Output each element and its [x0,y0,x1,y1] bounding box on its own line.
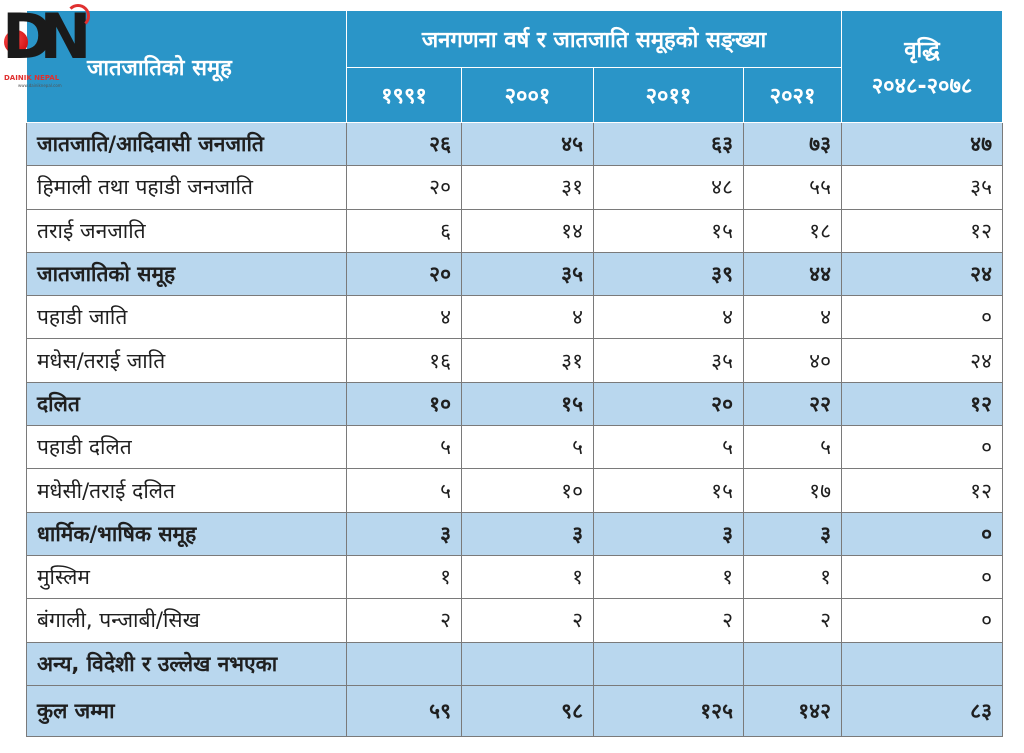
year-value-cell: ३ [347,512,462,555]
year-value-cell: २ [462,599,594,642]
growth-value-cell: ८३ [842,685,1003,736]
logo-text: DAINIK NEPAL [4,74,60,82]
year-value-cell [744,642,842,685]
table-row [27,685,1003,736]
growth-value-cell: ० [842,512,1003,555]
growth-value-cell: ४७ [842,123,1003,166]
year-value-cell: १४ [462,209,594,252]
growth-value-cell: ० [842,555,1003,598]
table-body [27,123,1003,737]
year-value-cell: १५ [462,382,594,425]
year-value-cell: २ [744,599,842,642]
row-label: मधेसी/तराई दलित [27,469,347,512]
year-value-cell: ३९ [594,252,744,295]
row-label: बंगाली, पन्जाबी/सिख [27,599,347,642]
growth-value-cell: १२ [842,209,1003,252]
year-header-1991: १९९१ [347,68,462,123]
row-label: पहाडी दलित [27,426,347,469]
year-value-cell: ३५ [594,339,744,382]
year-value-cell: २६ [347,123,462,166]
row-label: मधेस/तराई जाति [27,339,347,382]
year-value-cell: २० [347,252,462,295]
year-value-cell: ४८ [594,166,744,209]
table-row [27,252,1003,295]
growth-value-cell: ३५ [842,166,1003,209]
growth-value-cell: ० [842,296,1003,339]
year-value-cell: ७३ [744,123,842,166]
year-value-cell: २० [347,166,462,209]
year-value-cell: ३१ [462,339,594,382]
year-value-cell: ४ [744,296,842,339]
year-value-cell: ५ [744,426,842,469]
table-row [27,512,1003,555]
year-value-cell: ३ [744,512,842,555]
row-label: पहाडी जाति [27,296,347,339]
year-value-cell: १ [744,555,842,598]
year-value-cell: १७ [744,469,842,512]
row-label: अन्य, विदेशी र उल्लेख नभएका [27,642,347,685]
year-value-cell: १८ [744,209,842,252]
year-value-cell: १५ [594,469,744,512]
year-value-cell: ५ [594,426,744,469]
growth-value-cell: २४ [842,252,1003,295]
table-row [27,123,1003,166]
year-value-cell: १ [347,555,462,598]
row-label: हिमाली तथा पहाडी जनजाति [27,166,347,209]
year-value-cell: ९८ [462,685,594,736]
growth-value-cell [842,642,1003,685]
year-value-cell: ४५ [462,123,594,166]
year-value-cell: १६ [347,339,462,382]
table-row [27,555,1003,598]
year-header-2011: २०११ [594,68,744,123]
year-value-cell [347,642,462,685]
row-label: धार्मिक/भाषिक समूह [27,512,347,555]
row-label: तराई जनजाति [27,209,347,252]
signal-icon [66,4,90,28]
growth-value-cell: १२ [842,382,1003,425]
year-value-cell: २ [594,599,744,642]
year-value-cell: १० [462,469,594,512]
year-value-cell: ४ [347,296,462,339]
year-value-cell: ३५ [462,252,594,295]
year-value-cell: ५९ [347,685,462,736]
year-value-cell: १ [594,555,744,598]
year-value-cell: १५ [594,209,744,252]
table-row [27,469,1003,512]
growth-value-cell: ० [842,599,1003,642]
year-value-cell [462,642,594,685]
table-row [27,166,1003,209]
growth-column-header [842,11,1003,123]
year-value-cell: १४२ [744,685,842,736]
growth-header-line1: वृद्धि [904,37,940,63]
year-value-cell: १२५ [594,685,744,736]
growth-value-cell: ० [842,426,1003,469]
year-value-cell: ४४ [744,252,842,295]
row-label: मुस्लिम [27,555,347,598]
row-label: दलित [27,382,347,425]
year-value-cell: १० [347,382,462,425]
logo-subtext: www.dainiknepal.com [18,83,62,88]
row-label: कुल जम्मा [27,685,347,736]
year-value-cell: ४० [744,339,842,382]
year-value-cell: ६ [347,209,462,252]
year-value-cell: ३१ [462,166,594,209]
year-value-cell: २ [347,599,462,642]
growth-value-cell: २४ [842,339,1003,382]
year-value-cell: ५ [347,426,462,469]
year-value-cell: ५ [347,469,462,512]
table-row [27,426,1003,469]
table-row [27,209,1003,252]
growth-value-cell: १२ [842,469,1003,512]
year-header-2021: २०२१ [744,68,842,123]
year-header-2001: २००१ [462,68,594,123]
year-value-cell: ३ [594,512,744,555]
row-label: जातजातिको समूह [27,252,347,295]
row-label: जातजाति/आदिवासी जनजाति [27,123,347,166]
year-value-cell: ४ [462,296,594,339]
table-row [27,382,1003,425]
year-value-cell: १ [462,555,594,598]
year-value-cell [594,642,744,685]
table-row [27,296,1003,339]
year-value-cell: ५ [462,426,594,469]
dainik-nepal-logo [0,0,100,90]
year-value-cell: ६३ [594,123,744,166]
growth-header-line2: २०४८-२०७८ [871,73,973,99]
year-value-cell: २२ [744,382,842,425]
year-value-cell: २० [594,382,744,425]
table-row [27,599,1003,642]
table-row [27,339,1003,382]
table-row [27,642,1003,685]
year-value-cell: ४ [594,296,744,339]
logo-dn-mark: DN [2,0,78,73]
ethnic-groups-census-table [26,10,1003,737]
census-year-header: जनगणना वर्ष र जातजाति समूहको सङ्ख्या [347,11,842,68]
year-value-cell: ३ [462,512,594,555]
year-value-cell: ५५ [744,166,842,209]
group-column-header: जातजातिको समूह [27,11,347,123]
